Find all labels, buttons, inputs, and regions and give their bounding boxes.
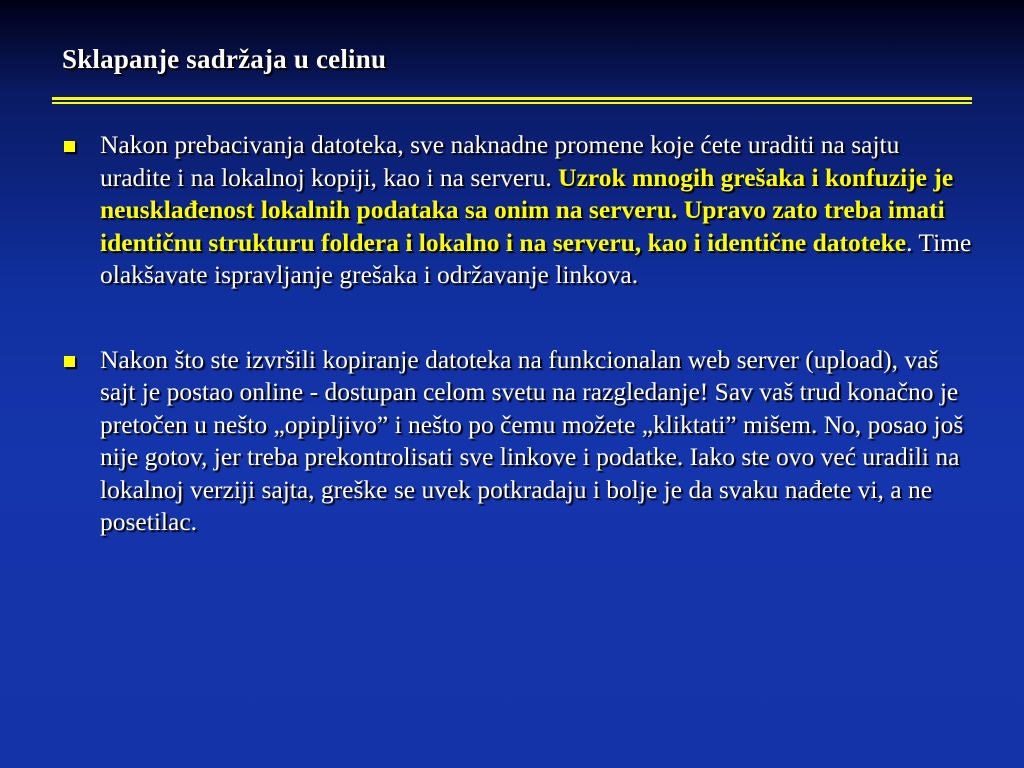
square-bullet-icon	[64, 141, 75, 152]
bullet-1-highlight: Uzrok mnogih grešaka i konfuzije je neusklađenost lokalnih podataka sa onim na serveru. Upravo zato treba imati identičnu strukturu foldera i lokalno i na serveru, kao i identične datoteke	[100, 162, 954, 257]
bullet-1-text-before: Nakon prebacivanja datoteka, sve naknadne promene koje ćete uraditi na sajtu uradite i na lokalnoj kopiji, kao i na serveru.	[100, 130, 900, 192]
bullet-2-text: Nakon što ste izvršili kopiranje datoteka na funkcionalan web server (upload), vaš sajt je postao online - dostupan celom svetu na razgledanje! Sav vaš trud konačno je pretočen u nešto „opipljivo” i nešto po čemu možete „kliktati” mišem. No, posao još nije gotov, jer treba prekontrolisati sve linkove i podatke. Iako ste ovo već uradili na lokalnoj verziji sajta, greške se uvek potkradaju i bolje je da svaku nađete vi, a ne posetilac.	[100, 344, 964, 536]
square-bullet-icon	[64, 356, 75, 367]
bullet-item-2	[62, 344, 972, 539]
bullet-item-1	[62, 129, 972, 292]
slide-title: Sklapanje sadržaja u celinu	[62, 44, 387, 74]
title-underline-bottom	[52, 102, 972, 104]
bullet-list	[62, 129, 972, 539]
bullet-1-text-after: . Time olakšavate ispravljanje grešaka i održavanje linkova.	[100, 227, 972, 289]
title-underline-top	[52, 97, 972, 100]
